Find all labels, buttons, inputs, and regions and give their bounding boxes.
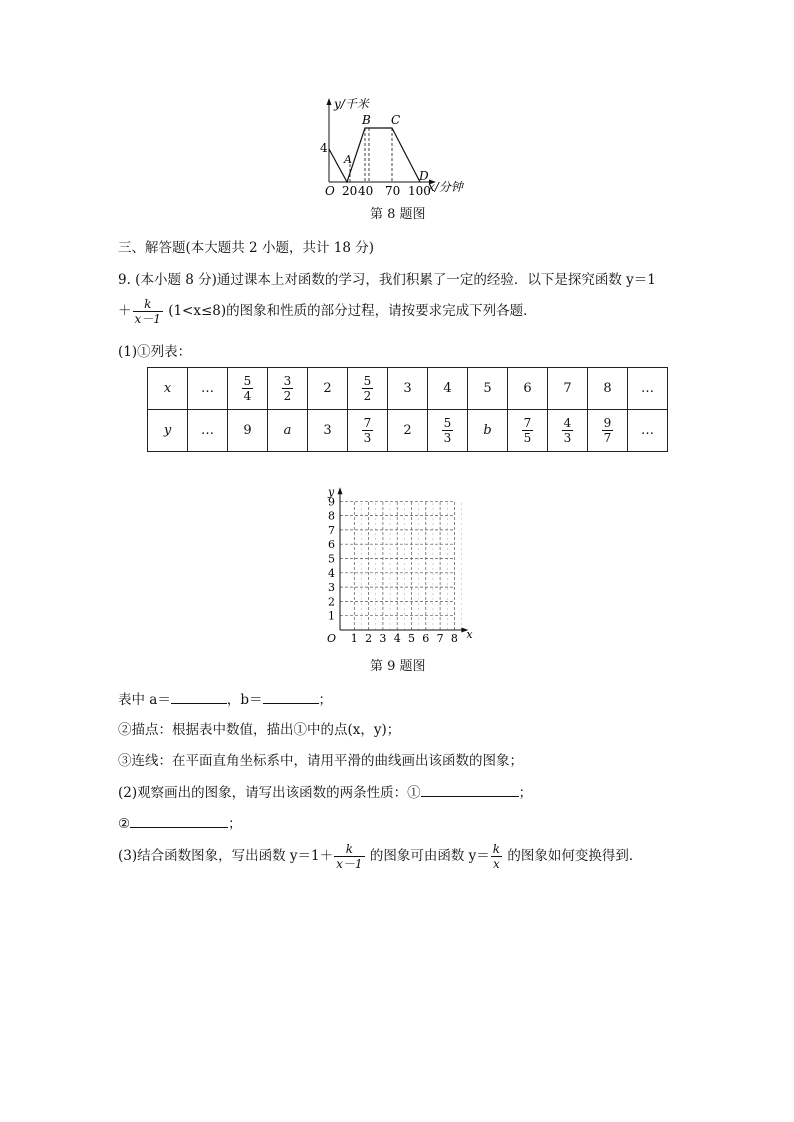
q9-step3: ③连线：在平面直角坐标系中，请用平滑的曲线画出该函数的图象；	[118, 753, 523, 769]
cell-fraction-den: 3	[563, 431, 572, 445]
q9-line2-rest: (1<x≤8)的图象和性质的部分过程，请按要求完成下列各题．	[163, 303, 537, 319]
cell-fraction	[362, 374, 374, 403]
part3-frac1-den: x－1	[336, 857, 363, 871]
cell-fraction-den: 2	[363, 389, 372, 403]
q9-line1: 9. (本小题 8 分)通过课本上对函数的学习，我们积累了一定的经验．以下是探究函数 y＝1	[118, 272, 656, 288]
fig8-point-d: D	[419, 169, 429, 183]
fig9-x-tick-label: 6	[422, 632, 430, 645]
table-y-cell	[548, 410, 588, 452]
cell-fraction-num: 9	[603, 416, 612, 430]
fig9-origin: O	[327, 632, 337, 645]
cell-fraction-den: 4	[243, 389, 252, 403]
fig8-point-b: B	[362, 113, 371, 127]
fig9-x-tick-label: 8	[450, 632, 458, 645]
cell-fraction-den: 7	[603, 431, 612, 445]
fig9-y-arrow	[338, 487, 343, 494]
fig9-x-tick-label: 2	[365, 632, 373, 645]
fig8-point-c: C	[391, 113, 401, 127]
q9-line2-plus: ＋	[118, 303, 132, 319]
blank-property-1[interactable]	[421, 782, 519, 797]
cell-fraction-num: 4	[563, 416, 572, 430]
fig9-y-tick-label: 3	[328, 581, 335, 595]
fig8-origin: O	[325, 184, 335, 198]
table-x-cell: …	[188, 368, 228, 410]
fig9-y-tick-label: 4	[328, 566, 335, 580]
cell-fraction-den: 5	[523, 431, 532, 445]
cell-fraction	[242, 374, 254, 403]
cell-fraction	[602, 416, 614, 445]
part3-frac2-num: k	[492, 842, 501, 856]
q9-line2-frac-den: x－1	[134, 312, 161, 326]
table-row-y	[148, 410, 668, 452]
table-x-cell: 2	[308, 368, 348, 410]
table-x-cell: 3	[388, 368, 428, 410]
part3-fraction-1	[334, 842, 364, 871]
fig9-y-tick-label: 2	[328, 595, 335, 609]
fill-a-label: 表中 a＝	[118, 692, 171, 708]
table-x-cell	[268, 368, 308, 410]
part2-end: ；	[518, 785, 533, 801]
fig8-x-tick-40: 40	[358, 184, 374, 198]
fig9-y-tick-label: 7	[328, 523, 335, 537]
q9-line2-fraction	[133, 297, 163, 326]
fill-end: ；	[318, 692, 332, 708]
fig8-y-arrow	[327, 98, 332, 105]
fig8-x-tick-70: 70	[385, 184, 401, 198]
cell-fraction-den: 3	[363, 431, 372, 445]
table-x-cell: 6	[508, 368, 548, 410]
cell-fraction	[362, 416, 374, 445]
cell-fraction-num: 3	[283, 374, 292, 388]
table-x-cell: x	[148, 368, 188, 410]
part2b-text: ②	[118, 816, 131, 832]
fig9-x-tick-label: 4	[393, 632, 401, 645]
table-y-cell: 3	[308, 410, 348, 452]
table-x-cell	[228, 368, 268, 410]
part2-text: (2)观察画出的图象，请写出该函数的两条性质：①	[118, 785, 421, 801]
figure-9-caption: 第 9 题图	[370, 659, 426, 674]
fig9-x-tick-label: 1	[350, 632, 358, 645]
fill-b-label: ，b＝	[226, 692, 263, 708]
figure-8-graph	[318, 94, 478, 200]
table-y-cell	[348, 410, 388, 452]
figure-9-grid	[318, 478, 478, 648]
fig9-x-axis-label: x	[466, 628, 473, 641]
cell-fraction-num: 7	[523, 416, 532, 430]
q9-part2b	[118, 813, 242, 834]
fig8-y-axis-label: y/千米	[334, 97, 369, 111]
part3-b: 的图象可由函数 y＝	[365, 848, 490, 864]
table-y-cell: b	[468, 410, 508, 452]
cell-fraction	[442, 416, 454, 445]
q9-line2-frac-num: k	[133, 297, 163, 312]
fig8-x-tick-100: 100	[408, 184, 431, 198]
cell-fraction	[522, 416, 534, 445]
table-y-cell	[428, 410, 468, 452]
fig8-x-tick-20: 20	[342, 184, 358, 198]
table-y-cell: …	[188, 410, 228, 452]
table-x-cell: 8	[588, 368, 628, 410]
table-y-cell: 2	[388, 410, 428, 452]
q9-part1-label: (1)①列表：	[118, 344, 192, 360]
fig9-y-tick-label: 6	[328, 538, 335, 552]
fig8-distance-line	[329, 128, 420, 182]
cell-fraction-num: 5	[243, 374, 252, 388]
table-x-cell: 7	[548, 368, 588, 410]
fig9-y-axis-label: y	[328, 485, 335, 499]
table-x-cell	[348, 368, 388, 410]
table-y-cell: a	[268, 410, 308, 452]
blank-b[interactable]	[263, 689, 319, 704]
part3-a: (3)结合函数图象，写出函数 y＝1＋	[118, 848, 334, 864]
q9-fill-line	[118, 689, 332, 710]
table-row-x	[148, 368, 668, 410]
fig9-y-tick-label: 8	[328, 509, 335, 523]
q9-step2: ②描点：根据表中数值，描出①中的点(x，y)；	[118, 722, 401, 738]
table-y-cell	[588, 410, 628, 452]
table-y-cell	[508, 410, 548, 452]
fig9-x-tick-label: 7	[436, 632, 444, 645]
part3-frac1-num: k	[334, 842, 364, 857]
fig9-y-tick-label: 1	[328, 609, 335, 623]
fig8-x-axis-label: x/分钟	[428, 180, 463, 194]
cell-fraction-num: 5	[443, 416, 452, 430]
cell-fraction-num: 7	[363, 416, 372, 430]
part3-fraction-2	[491, 842, 502, 871]
table-x-cell: …	[628, 368, 668, 410]
cell-fraction	[562, 416, 574, 445]
table-x-cell: 5	[468, 368, 508, 410]
part3-c: 的图象如何变换得到．	[503, 848, 643, 864]
cell-fraction-den: 2	[283, 389, 292, 403]
table-y-cell: …	[628, 410, 668, 452]
q9-part2	[118, 782, 532, 803]
fig9-x-tick-label: 5	[408, 632, 415, 645]
figure-8-caption: 第 8 题图	[370, 207, 426, 222]
section-heading: 三、解答题(本大题共 2 小题，共计 18 分)	[118, 240, 374, 256]
table-y-cell: 9	[228, 410, 268, 452]
fig9-x-tick-label: 3	[379, 632, 387, 645]
table-x-cell: 4	[428, 368, 468, 410]
part2b-end: ；	[228, 816, 242, 832]
cell-fraction-num: 5	[363, 374, 372, 388]
cell-fraction	[282, 374, 294, 403]
fig8-y-tick: 4	[320, 141, 328, 155]
fig8-point-a: A	[344, 153, 352, 166]
cell-fraction-den: 3	[443, 431, 452, 445]
blank-a[interactable]	[171, 689, 227, 704]
table-y-cell: y	[148, 410, 188, 452]
fig9-y-tick-label: 9	[328, 495, 335, 509]
q9-line2	[118, 296, 537, 326]
blank-property-2[interactable]	[130, 813, 228, 828]
q9-value-table	[147, 367, 668, 452]
q9-part3	[118, 840, 642, 872]
fig9-y-tick-label: 5	[328, 552, 335, 566]
part3-frac2-den: x	[493, 857, 500, 871]
